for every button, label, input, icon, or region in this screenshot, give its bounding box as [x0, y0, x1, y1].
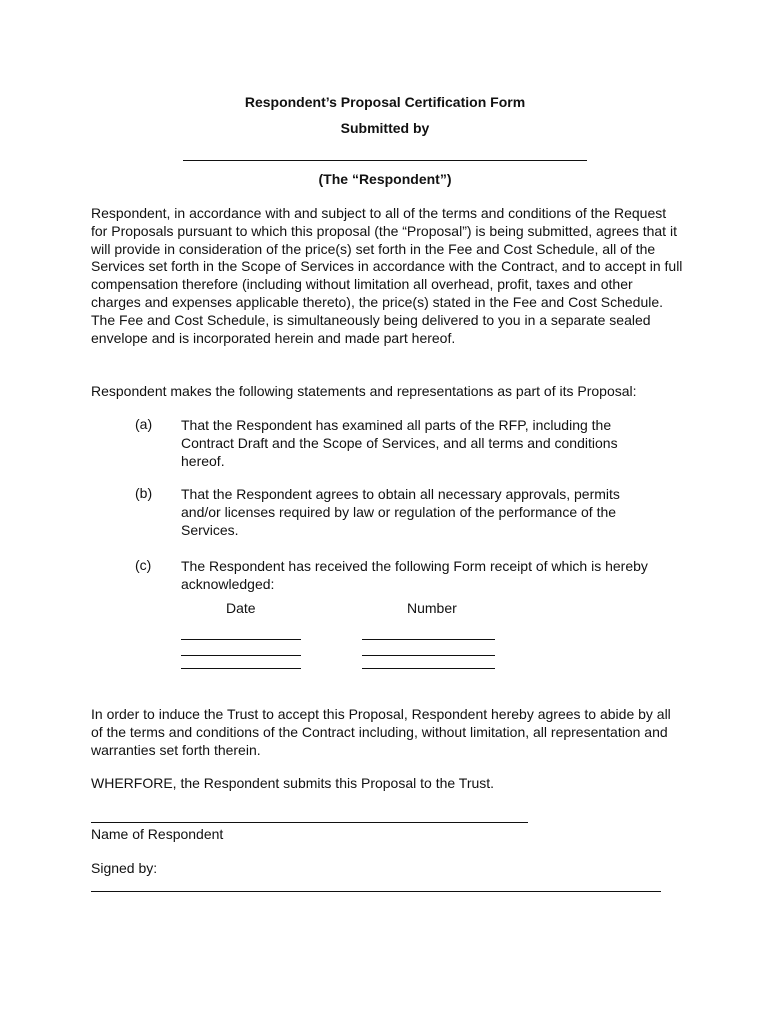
signature-line	[91, 891, 661, 892]
number-column-header: Number	[407, 600, 457, 616]
date-column-header: Date	[226, 600, 256, 616]
date-blank-line	[181, 655, 301, 656]
form-title: Respondent’s Proposal Certification Form	[244, 94, 526, 110]
item-c-text: The Respondent has received the following Form receipt of which is hereby acknowledged:	[181, 558, 648, 592]
respondent-tag: (The “Respondent”)	[318, 171, 452, 187]
submission-statement: WHERFORE, the Respondent submits this Proposal to the Trust.	[91, 775, 495, 791]
item-c-label: (c)	[135, 557, 152, 573]
respondent-name-label: Name of Respondent	[91, 826, 224, 842]
respondent-name-line	[91, 822, 528, 823]
signed-by-label: Signed by:	[91, 860, 158, 876]
item-a-label: (a)	[135, 416, 153, 432]
date-blank-line	[181, 639, 301, 640]
number-blank-line	[362, 668, 495, 669]
item-b-text: That the Respondent agrees to obtain all necessary approvals, permits and/or licenses required by law or regulation of the performance of the Services.	[181, 486, 620, 538]
terms-paragraph: Respondent, in accordance with and subject to all of the terms and conditions of the Request for Proposals pursuant to which this proposal (the “Proposal”) is being submitted, agrees that it will provide in consideration of the price(s) set forth in the Fee and Cost Schedule, all of the Services set forth in the Scope of Services in accordance with the Contract, and to accept in full compensation therefore (including without limitation all overhead, profit, taxes and other charges and expenses applicable thereto), the price(s) stated in the Fee and Cost Schedule. The Fee and Cost Schedule, is simultaneously being delivered to you in a separate sealed envelope and is incorporated herein and made part hereof.	[91, 205, 683, 346]
number-blank-line	[362, 655, 495, 656]
item-a-text: That the Respondent has examined all parts of the RFP, including the Contract Draft and the Scope of Services, and all terms and conditions hereof.	[181, 417, 618, 469]
form-subtitle: Submitted by	[340, 120, 430, 136]
statements-intro: Respondent makes the following statements and representations as part of its Proposal:	[91, 383, 637, 399]
number-blank-line	[362, 639, 495, 640]
inducement-paragraph: In order to induce the Trust to accept this Proposal, Respondent hereby agrees to abide by all of the terms and conditions of the Contract including, without limitation, all representation and warranties set forth therein.	[91, 706, 671, 758]
item-b-label: (b)	[135, 485, 153, 501]
submitter-name-line	[183, 160, 587, 161]
date-blank-line	[181, 668, 301, 669]
